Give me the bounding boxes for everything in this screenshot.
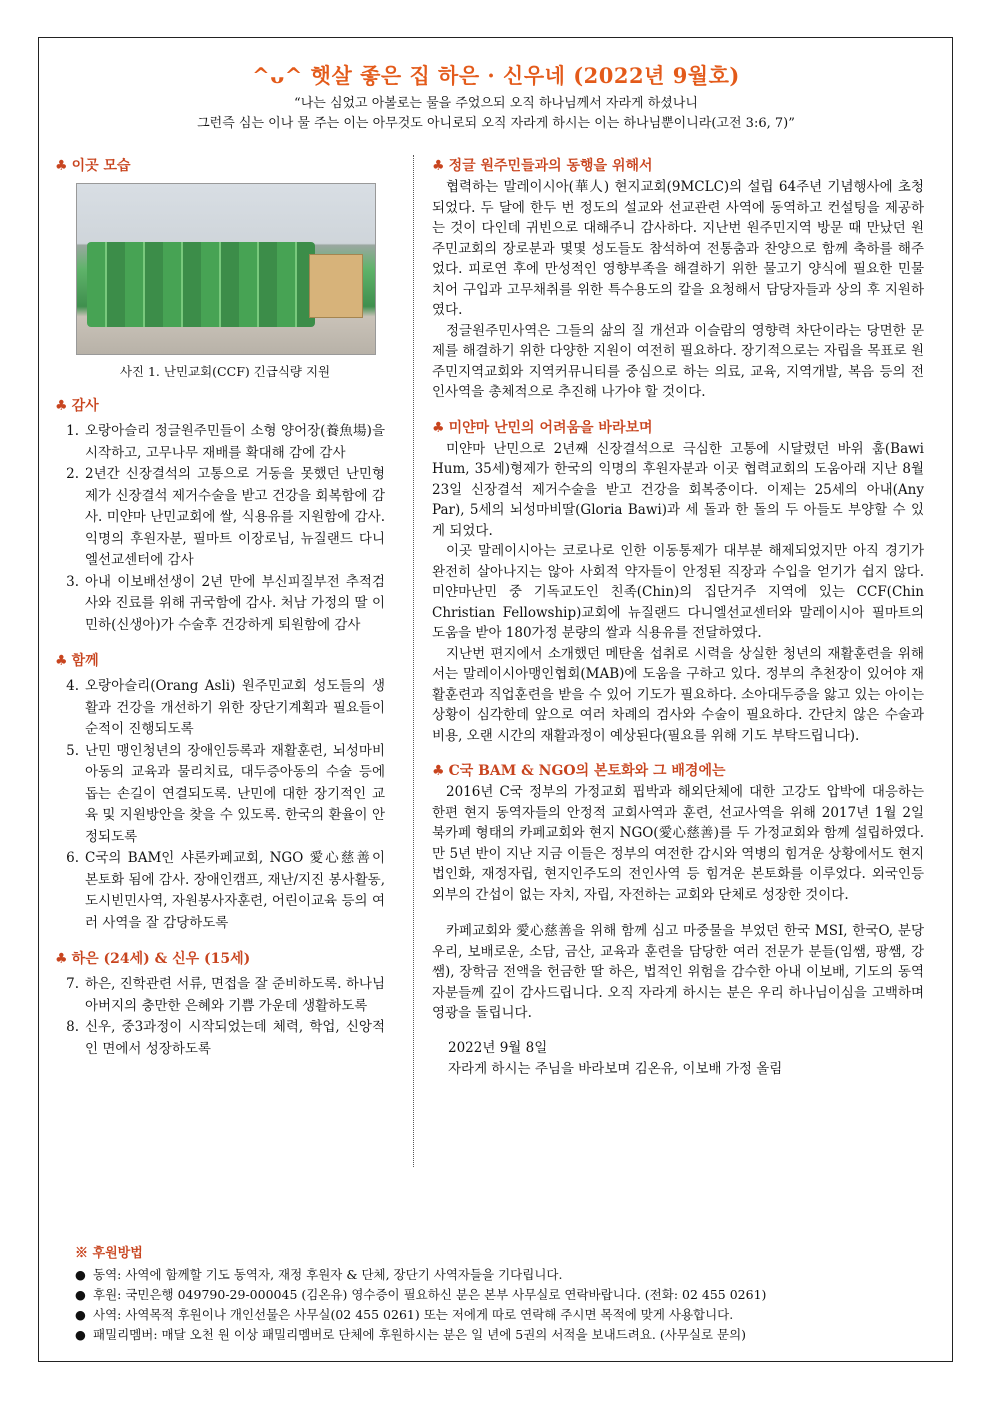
paragraph: 정글원주민사역은 그들의 삶의 질 개선과 이슬람의 영향력 차단이라는 당면한 문제를 해결하기 위한 다양한 지원이 여전히 필요하다. 장기적으로는 자립을 목표로 원주민지역교회와 지역커뮤니티를 중심으로 하는 의료, 교육, 지역개발, 복음 등의 전인사역을 총체적으로 추진해 나가야 할 것이다.: [432, 322, 924, 400]
right-column: [432, 155, 924, 1080]
paragraph: 카페교회와 愛心慈善을 위해 함께 심고 마중물을 부었던 한국 MSI, 한국O, 분당우리, 보배로운, 소담, 금산, 교육과 훈련을 담당한 여러 전문가 분들(임쌤, 팡쌤, 강쌤), 장학금 전액을 헌금한 딸 하은, 법적인 위험을 감수한 아내 이보배, 기도의 동역자분들께 깊이 감사드립니다. 오직 자라게 하시는 분은 우리 하나님이심을 고백하며 영광을 돌립니다.: [432, 923, 924, 1021]
page-title: ^ᴗ^ 햇살 좋은 집 하은 · 신우네 (2022년 9월호): [252, 63, 740, 88]
thanks-list: [55, 421, 385, 636]
support-item: ● 사역: 사역목적 후원이나 개인선물은 사무실(02 455 0261) 또는 저에게 따로 연락해 주시면 목적에 맞게 사용합니다.: [75, 1305, 935, 1325]
photo-section: [55, 155, 385, 381]
club-icon: ♣: [55, 158, 68, 174]
section-heading: ♣ 미얀마 난민의 어려움을 바라보며: [432, 419, 653, 436]
list-item: 5. 난민 맹인청년의 장애인등록과 재활훈련, 뇌성마비아동의 교육과 물리치료, 대두증아동의 수술 등에 돕는 손길이 연결되도록. 난민에 대한 장기적인 교육 및 지원방안을 찾을 수 있도록. 한국의 환율이 안정되도록: [66, 742, 385, 845]
verse-line-2: 그런즉 심는 이나 물 주는 이는 아무것도 아니로되 오직 자라게 하시는 이는 하나님뿐이니라(고전 3:6, 7)”: [197, 116, 795, 131]
support-item: ● 후원: 국민은행 049790-29-000045 (김온유) 영수증이 필요하신 분은 본부 사무실로 연락바랍니다. (전화: 02 455 0261): [75, 1285, 935, 1305]
kids-list: [55, 974, 385, 1060]
left-column: [55, 155, 385, 1074]
column-divider: [413, 155, 414, 1167]
list-item: 4. 오랑아슬리(Orang Asli) 원주민교회 성도들의 생활과 건강을 개선하기 위한 장단기계획과 필요들이 순적이 진행되도록: [66, 678, 385, 737]
support-heading: ※ 후원방법: [75, 1246, 143, 1261]
support-item: ● 동역: 사역에 함께할 기도 동역자, 재정 후원자 & 단체, 장단기 사역자들을 기다립니다.: [75, 1265, 935, 1285]
club-icon: ♣: [55, 951, 68, 967]
list-item: 2. 2년간 신장결석의 고통으로 거동을 못했던 난민형제가 신장결석 제거수술을 받고 건강을 회복함에 감사. 미얀마 난민교회에 쌀, 식용유를 지원함에 감사. 익명의 후원자분, 필마트 이장로님, 뉴질랜드 다니엘선교센터에 감사: [66, 466, 385, 568]
myanmar-section: [432, 417, 924, 747]
paragraph: 2016년 C국 정부의 가정교회 핍박과 해외단체에 대한 고강도 압박에 대응하는 한편 현지 동역자들의 안정적 교회사역과 훈련, 선교사역을 위해 2017년 1월 2일 북카페 형태의 카페교회와 현지 NGO(愛心慈善)를 두 가정교회와 함께 설립하였다. 만 5년 반이 지난 지금 이들은 정부의 여전한 감시와 역병의 힘겨운 상황에서도 현지법인화, 재정자립, 현지인주도의 전인사역 등 힘겨운 본토화를 이루었다. 외국인등 외부의 간섭이 없는 자치, 자립, 자전하는 교회와 단체로 성장한 것이다.: [432, 784, 924, 903]
section-heading: ♣ 감사: [55, 398, 99, 414]
together-section: [55, 650, 385, 934]
prayer-list: [55, 676, 385, 934]
support-section: [75, 1242, 935, 1345]
bullet-dot-icon: ●: [75, 1267, 86, 1282]
bam-section: [432, 760, 924, 1024]
rice-donation-photo: [76, 183, 376, 355]
photo-caption: 사진 1. 난민교회(CCF) 긴급식량 지원: [119, 364, 331, 379]
list-item: 7. 하은, 진학관련 서류, 면접을 잘 준비하도록. 하나님 아버지의 충만한 은혜와 기쁨 가운데 생활하도록: [66, 976, 385, 1014]
verse-line-1: “나는 심었고 아볼로는 물을 주었으되 오직 하나님께서 자라게 하셨나니: [294, 96, 698, 111]
section-heading: ♣ 하은 (24세) & 신우 (15세): [55, 951, 251, 967]
letter-signature: 자라게 하시는 주님을 바라보며 김온유, 이보배 가정 올림: [448, 1060, 783, 1077]
section-heading: ♣ 이곳 모습: [55, 158, 131, 174]
list-item: 8. 신우, 중3과정이 시작되었는데 체력, 학업, 신앙적인 면에서 성장하도록: [66, 1019, 385, 1057]
letter-date: 2022년 9월 8일: [448, 1039, 548, 1056]
paragraph: 이곳 말레이시아는 코로나로 인한 이동통제가 대부분 해제되었지만 아직 경기가 완전히 살아나지는 않아 사회적 약자들이 안정된 직장과 수입을 얻기가 쉽지 않다. 미얀마난민 중 기독교도인 친족(Chin)의 집단거주 지역에 있는 CCF(Chin Christian Fellowship)교회에 뉴질랜드 다니엘선교센터와 말레이시아 필마트의 도움을 받아 180가정 분량의 쌀과 식용유를 전달하였다.: [432, 543, 924, 641]
section-heading: ♣ 함께: [55, 653, 99, 669]
thanks-section: [55, 395, 385, 636]
club-icon: ♣: [55, 653, 68, 669]
club-icon: ♣: [432, 763, 445, 779]
paragraph: 협력하는 말레이시아(華人) 현지교회(9MCLC)의 설립 64주년 기념행사에 초청되었다. 두 달에 한두 번 정도의 설교와 선교관련 사역에 동역하고 컨설팅을 제공하는 것이 다인데 귀빈으로 대해주니 감사하다. 지난번 원주민지역 방문 때 만났던 원주민교회의 장로분과 몇몇 성도들도 참석하여 전통춤과 찬양으로 함께 축하를 해주었다. 피로연 후에 만성적인 영향부족을 해결하기 위한 물고기 양식에 필요한 민물 치어 구입과 고무채취를 위한 특수용도의 칼을 요청해서 담당자들과 상의 후 지원하였다.: [432, 179, 924, 318]
rice-bags: [87, 242, 315, 327]
kids-section: [55, 948, 385, 1060]
paragraph: 미얀마 난민으로 2년째 신장결석으로 극심한 고통에 시달렸던 바위 훔(Bawi Hum, 35세)형제가 한국의 익명의 후원자분과 이곳 협력교회의 도움아래 지난 8월 23일 신장결석 제거수술을 받고 건강을 회복중이다. 이제는 25세의 아내(Any Par), 5세의 뇌성마비딸(Gloria Bawi)과 세 돌과 한 돌의 두 아들도 부양할 수 있게 되었다.: [432, 440, 924, 539]
club-icon: ♣: [432, 158, 445, 174]
bullet-dot-icon: ●: [75, 1307, 86, 1322]
jungle-section: [432, 155, 924, 403]
club-icon: ♣: [55, 398, 68, 414]
cardboard-boxes: [309, 254, 363, 318]
paragraph: 지난번 편지에서 소개했던 메탄올 섭취로 시력을 상실한 청년의 재활훈련을 위해서는 말레이시아맹인협회(MAB)에 도움을 구하고 있다. 정부의 추천장이 있어야 재활훈련과 직업훈련을 받을 수 있어 기도가 필요하다. 소아대두증을 앓고 있는 아이는 상황이 심각한데 앞으로 여러 차례의 검사와 수술이 필요하다. 간단치 않은 수술과 비용, 오랜 시간의 재활과정이 예상된다(필요를 위해 기도 부탁드립니다).: [432, 645, 924, 744]
list-item: 1. 오랑아슬리 정글원주민들이 소형 양어장(養魚場)을 시작하고, 고무나무 재배를 확대해 감에 감사: [66, 423, 385, 461]
club-icon: ♣: [432, 419, 445, 436]
section-heading: ♣ C국 BAM & NGO의 본토화와 그 배경에는: [432, 763, 726, 779]
bullet-dot-icon: ●: [75, 1327, 86, 1342]
bullet-dot-icon: ●: [75, 1287, 86, 1302]
list-item: 6. C국의 BAM인 샤론카페교회, NGO 愛心慈善이 본토화 됨에 감사. 장애인캠프, 재난/지진 봉사활동, 도시빈민사역, 자원봉사자훈련, 어린이교육 등의 여러 사역을 잘 감당하도록: [66, 850, 385, 931]
support-item: ● 패밀리멤버: 매달 오천 원 이상 패밀리멤버로 단체에 후원하시는 분은 일 년에 5권의 서적을 보내드려요. (사무실로 문의): [75, 1325, 935, 1345]
list-item: 3. 아내 이보배선생이 2년 만에 부신피질부전 추적검사와 진료를 위해 귀국함에 감사. 처남 가정의 딸 이민하(신생아)가 수술후 건강하게 퇴원함에 감사: [66, 573, 385, 633]
section-heading: ♣ 정글 원주민들과의 동행을 위해서: [432, 158, 653, 174]
